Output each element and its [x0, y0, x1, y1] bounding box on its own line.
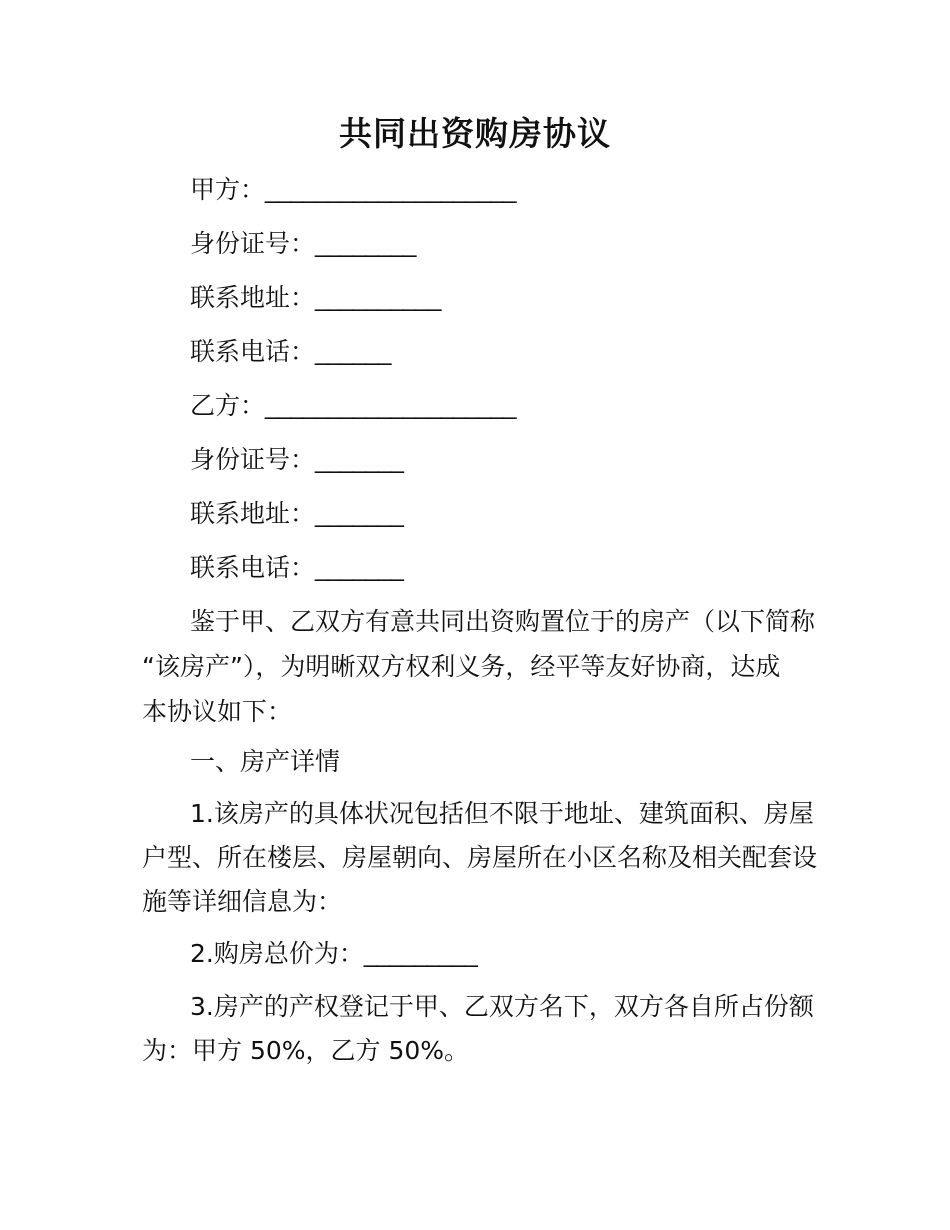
clause-3: [142, 985, 826, 1073]
field-label: 联系电话：: [190, 337, 316, 366]
party-a-name-row: [142, 163, 826, 217]
preamble-line: 本协议如下：: [142, 697, 293, 726]
clause-line: 为：甲方 50%，乙方 50%。: [142, 1036, 470, 1065]
fill-in-blank: ____________________: [265, 176, 516, 204]
fill-in-blank: __________: [315, 284, 441, 312]
party-b-address-row: [142, 487, 826, 541]
document-body: [0, 163, 950, 1073]
fill-in-blank: _______: [315, 446, 403, 474]
party-a-id-row: [142, 217, 826, 271]
clause-line: 户型、所在楼层、房屋朝向、房屋所在小区名称及相关配套设: [142, 843, 818, 872]
parties-info: [142, 163, 826, 595]
field-label: 联系地址：: [190, 283, 316, 312]
preamble-line: 鉴于甲、乙双方有意共同出资购置位于的房产（以下简称: [190, 607, 816, 636]
clause-line: 1.该房产的具体状况包括但不限于地址、建筑面积、房屋: [190, 799, 814, 828]
clause-line: 3.房产的产权登记于甲、乙双方名下，双方各自所占份额: [190, 992, 814, 1021]
party-b-phone-row: [142, 541, 826, 595]
fill-in-blank: ______: [315, 338, 391, 366]
party-b-name-row: [142, 379, 826, 433]
fill-in-blank: _______: [315, 554, 403, 582]
field-label: 联系地址：: [190, 499, 316, 528]
fill-in-blank: ________: [315, 230, 416, 258]
party-b-id-row: [142, 433, 826, 487]
field-label: 甲方：: [190, 175, 266, 204]
fill-in-blank: _________: [363, 940, 477, 968]
field-label: 身份证号：: [190, 445, 316, 474]
clause-text: 2.购房总价为：: [190, 939, 364, 968]
field-label: 联系电话：: [190, 553, 316, 582]
document-title: 共同出资购房协议: [339, 114, 611, 153]
section-1-heading: 一、房产详情: [190, 747, 341, 776]
clause-line: [142, 932, 826, 976]
clause-line: 施等详细信息为：: [142, 887, 343, 916]
fill-in-blank: _______: [315, 500, 403, 528]
party-a-address-row: [142, 271, 826, 325]
party-a-phone-row: [142, 325, 826, 379]
field-label: 身份证号：: [190, 229, 316, 258]
field-label: 乙方：: [190, 391, 266, 420]
clause-2: [142, 932, 826, 976]
preamble-paragraph: [142, 599, 826, 734]
fill-in-blank: ____________________: [265, 392, 516, 420]
clause-1: [142, 792, 826, 924]
preamble-line: “该房产”），为明晰双方权利义务，经平等友好协商，达成: [142, 652, 781, 681]
